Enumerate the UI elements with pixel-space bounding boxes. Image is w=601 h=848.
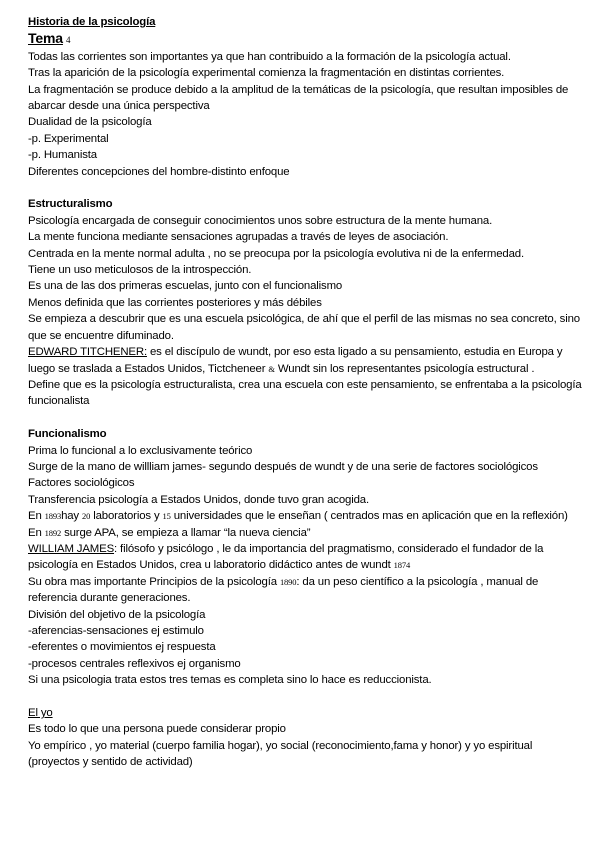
paragraph-line: -procesos centrales reflexivos ej organismo [28,657,241,670]
section-title-estructuralismo: Estructuralismo [28,198,113,211]
funcionalismo-section [28,426,583,689]
intro-line: La fragmentación se produce debido a la amplitud de la temáticas de la psicología, que resultan imposibles de abarcar desde una única perspectiva [28,83,569,113]
document-page [28,14,583,771]
titchener-text-2: Wundt sin los representantes psicología estructural . [274,362,535,375]
intro-line: -p. Humanista [28,149,97,162]
text: laboratorios y [90,510,163,523]
tema-heading [28,30,583,48]
ampersand: & [268,363,275,374]
paragraph-line: Menos definida que las corrientes posteriores y más débiles [28,296,322,309]
intro-line: Tras la aparición de la psicología experimental comienza la fragmentación en distintas corrientes. [28,67,505,80]
text: : da un peso científico a la psicología , manual de referencia durante generaciones. [28,575,539,605]
estructuralismo-section [28,196,583,409]
text: Su obra mas importante Principios de la psicología [28,575,280,588]
tema-label: Tema [28,30,63,47]
year-1892: 1892 [44,527,62,538]
paragraph-line: Define que es la psicología estructuralista, crea una escuela con este pensamiento, se enfrentaba a la psicología funcionalista [28,378,582,408]
paragraph-line: Transferencia psicología a Estados Unidos, donde tuvo gran acogida. [28,493,369,506]
paragraph-line: Es una de las dos primeras escuelas, junto con el funcionalismo [28,280,343,293]
paragraph-line: Factores sociológicos [28,477,135,490]
paragraph-line: -eferentes o movimientos ej respuesta [28,641,216,654]
paragraph-line: -aferencias-sensaciones ej estimulo [28,625,204,637]
paragraph-line: Psicología encargada de conseguir conocimientos unos sobre estructura de la mente humana. [28,214,493,227]
paragraph-line: La mente funciona mediante sensaciones agrupadas a través de leyes de asociación. [28,231,449,244]
intro-section [28,49,583,180]
tema-number: 4 [65,35,71,46]
text: surge APA, se empieza a llamar “la nueva ciencia” [61,526,311,539]
titchener-text: es el discípulo de wundt, por eso esta ligado a su pensamiento, estudia en Europa y luego se traslada a Estados Unidos, Tictcheneer [28,346,563,375]
document-title: Historia de la psicología [28,16,156,28]
text: En [28,510,45,523]
james-name: WILLIAM JAMES [28,542,115,555]
section-title-funcionalismo: Funcionalismo [28,428,107,441]
text: En [28,526,45,539]
yo-section [28,705,583,771]
paragraph-line: División del objetivo de la psicología [28,608,206,621]
paragraph-line: Centrada en la mente normal adulta , no se preocupa por la psicología evolutiva ni de la enfermedad. [28,247,524,260]
number-20: 20 [82,511,91,522]
paragraph-line: Prima lo funcional a lo exclusivamente teórico [28,444,253,457]
intro-line: Dualidad de la psicología [28,116,152,129]
obra-paragraph [28,574,583,607]
james-text: : filósofo y psicólogo , le da importancia del pragmatismo, considerado el fundador de la psicología en Estados Unidos, crea u laboratorio didáctico antes de wundt [28,542,544,572]
intro-line: Todas las corrientes son importantes ya que han contribuido a la formación de la psicología actual. [28,50,511,63]
paragraph-line: Yo empírico , yo material (cuerpo familia hogar), yo social (reconocimiento,fama y honor) y yo espiritual (proyectos y sentido de actividad) [28,739,533,769]
paragraph-line: Surge de la mano de willliam james- segundo después de wundt y de una serie de factores sociológicos [28,460,538,473]
paragraph-line: Se empieza a descubrir que es una escuela psicológica, de ahí que el perfil de las mismas no sea concreto, sino que se encuentre difuminado. [28,313,580,342]
paragraph-line: Es todo lo que una persona puede considerar propio [28,723,286,736]
text: hay [61,510,82,523]
line-1892 [28,525,583,541]
line-1893 [28,508,583,524]
section-title-yo: El yo [28,707,53,720]
year-1890: 1890 [279,576,297,587]
text: universidades que le enseñan ( centrados mas en aplicación que en la reflexión) [170,510,568,523]
intro-line: -p. Experimental [28,132,109,145]
paragraph-line: Si una psicologia trata estos tres temas es completa sino lo hace es reduccionista. [28,674,432,687]
paragraph-line: Tiene un uso meticulosos de la introspección. [28,264,252,277]
james-paragraph [28,541,583,574]
titchener-name: EDWARD TITCHENER: [28,346,147,359]
intro-line: Diferentes concepciones del hombre-distinto enfoque [28,165,290,178]
year-1874: 1874 [393,560,411,571]
year-1893: 1893 [44,511,62,522]
number-15: 15 [162,511,171,522]
titchener-paragraph [28,344,583,377]
